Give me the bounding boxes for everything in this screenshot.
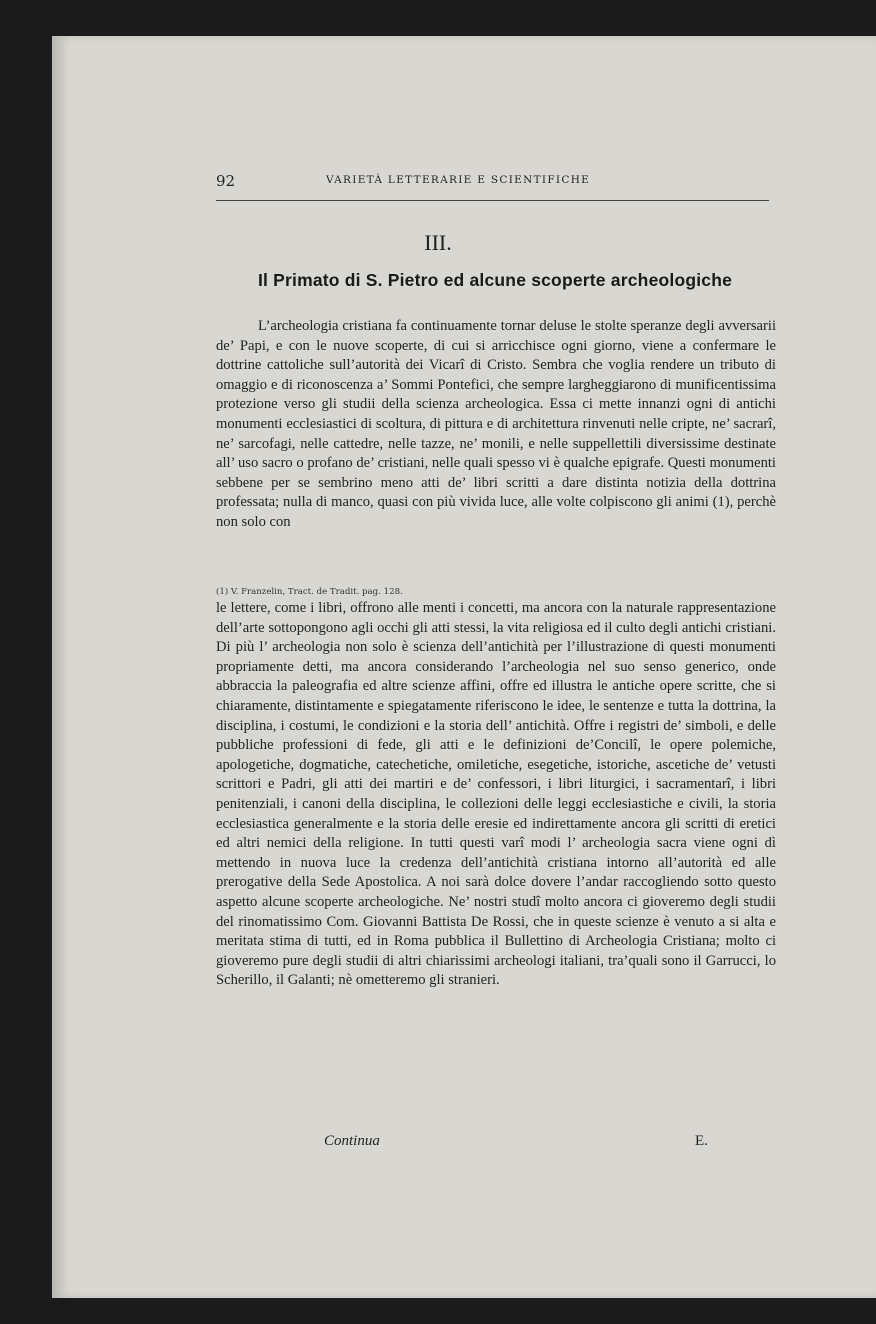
running-head: VARIETÀ LETTERARIE E SCIENTIFICHE [326, 174, 591, 186]
paragraph: L’archeologia cristiana fa continuamente tornar deluse le stolte speranze degli avversarii de’ Papi, e con le nuove scoperte, di cui si arricchisce ogni giorno, viene a confermare le dottrine cattoliche sull’autorità dei Vicarî di Cristo. Sembra che voglia rendere un tributo di omaggio e di riconoscenza a’ Sommi Pontefici, che sempre largheggiarono di munificentissima protezione verso gli studii della scienza archeologica. Essa ci mette innanzi ogni di antichi monumenti ecclesiastici di scoltura, di pittura e di architettura rinvenuti nelle cripte, ne’ sacrarî, ne’ sarcofagi, nelle cattedre, nelle tazze, ne’ monili, e nelle suppellettili diversissime destinate all’ uso sacro o profano de’ cristiani, nelle quali spesso vi è qualche epigrafe. Questi monumenti sebbene per se sembrino meno atti de’ libri scritti a dare distinta notizia della dottrina professata; nulla di manco, quasi con più vivida luce, alle volte colpiscono gli animi (1), perchè non solo con [216, 318, 776, 530]
footnote: (1) V. Franzelin, Tract. de Tradit. pag. 128. [216, 587, 403, 597]
article-body-upper [216, 317, 776, 533]
page-number: 92 [216, 172, 236, 190]
article-body-lower [216, 599, 776, 991]
author-signature: E. [695, 1133, 708, 1149]
paragraph: le lettere, come i libri, offrono alle menti i concetti, ma ancora con la naturale rappresentazione dell’arte sottopongono agli occhi gli atti stessi, la vita religiosa ed il culto degli antichi cristiani. Di più l’ archeologia non solo è scienza dell’antichità per l’illustrazione di questi monumenti propriamente detti, ma ancora considerando l’archeologia nel suo senso generico, onde abbraccia la paleografia ed altre scienze affini, offre ed illustra le antiche opere scritte, che si chiaramente, distintamente e spiegatamente riferiscono le idee, le sentenze e tutta la dottrina, la disciplina, i costumi, le condizioni e la storia dell’ antichità. Offre i registri de’ simboli, e delle pubbliche professioni di fede, gli atti e le definizioni de’Concilî, le opere polemiche, apologetiche, dogmatiche, catechetiche, omiletiche, esegetiche, istoriche, ascetiche de’ vetusti scrittori e Padri, gli atti dei martiri e de’ confessori, i libri liturgici, i sacramentarî, i libri penitenziali, i canoni della disciplina, le collezioni delle leggi ecclesiastiche e civili, la storia ecclesiastica generalmente e la storia delle eresie ed indirettamente ancora gli scritti di eretici ed altri nemici della religione. In tutti questi varî modi l’ archeologia sacra viene ogni dì mettendo in nuova luce la credenza dell’antichità cristiana intorno all’autorità ed alle prerogative della Sede Apostolica. A noi sarà dolce dovere l’andar raccogliendo sotto questo aspetto alcune scoperte archeologiche. Ne’ nostri studî molto ancora ci gioveremo degli studii del rinomatissimo Com. Giovanni Battista De Rossi, che in queste scienze è venuto a si alta e meritata stima di tutti, ed in Roma pubblica il Bullettino di Archeologia Cristiana; molto ci gioveremo pure degli studii di altri chiarissimi archeologi italiani, tra’quali sono il Garrucci, lo Scherillo, il Galanti; nè ometteremo gli stranieri. [216, 600, 776, 989]
section-title: Il Primato di S. Pietro ed alcune scoperte archeologiche [257, 270, 733, 290]
page-header [216, 172, 769, 201]
continua-note: Continua [324, 1133, 380, 1149]
section-number: III. [424, 230, 452, 255]
